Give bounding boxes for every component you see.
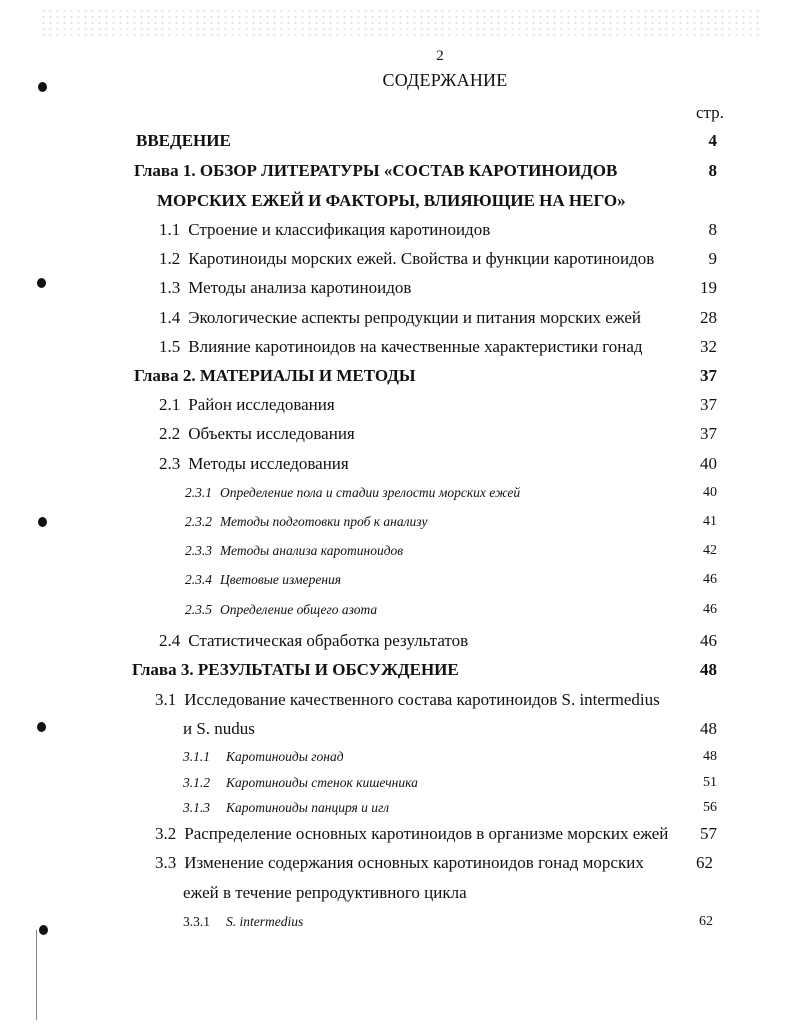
toc-entry-number: 2.3.4 bbox=[185, 572, 212, 587]
toc-entry-number: 3.3.1 bbox=[183, 914, 210, 929]
toc-entry-3-2[interactable] bbox=[0, 821, 791, 847]
toc-entry-text: Строение и классификация каротиноидов bbox=[188, 220, 491, 239]
toc-entry-number: 3.1.3 bbox=[183, 800, 210, 815]
toc-entry-1-5[interactable] bbox=[0, 334, 791, 360]
toc-entry-2-3-5[interactable] bbox=[0, 597, 791, 623]
toc-entry-text: Глава 1. ОБЗОР ЛИТЕРАТУРЫ «СОСТАВ КАРОТИНОИДОВ bbox=[134, 161, 618, 180]
page-number: 2 bbox=[436, 48, 444, 64]
toc-entry-3-1-2[interactable] bbox=[0, 770, 791, 796]
toc-entry-text: Каротиноиды морских ежей. Свойства и функции каротиноидов bbox=[188, 249, 655, 268]
toc-entry-page: 46 bbox=[700, 631, 717, 650]
toc-entry-1-2[interactable] bbox=[0, 246, 791, 272]
toc-entry-page: 41 bbox=[703, 514, 717, 529]
toc-entry-page: 32 bbox=[700, 337, 717, 356]
toc-entry-introduction[interactable] bbox=[0, 128, 791, 154]
toc-entry-number: 1.1 bbox=[159, 220, 181, 239]
toc-entry-2-1[interactable] bbox=[0, 392, 791, 418]
toc-entry-text: Изменение содержания основных каротиноидов гонад морских bbox=[184, 853, 644, 872]
toc-entry-text: ВВЕДЕНИЕ bbox=[136, 131, 231, 150]
toc-entry-2-3[interactable] bbox=[0, 451, 791, 477]
toc-entry-1-4[interactable] bbox=[0, 305, 791, 331]
toc-entry-3-1-3[interactable] bbox=[0, 795, 791, 821]
toc-entry-number: 1.2 bbox=[159, 249, 181, 268]
page-title: СОДЕРЖАНИЕ bbox=[382, 70, 508, 90]
toc-entry-page: 46 bbox=[703, 572, 717, 587]
toc-entry-page: 8 bbox=[708, 161, 717, 180]
toc-entry-text: Каротиноиды гонад bbox=[226, 749, 344, 764]
toc-entry-2-3-3[interactable] bbox=[0, 538, 791, 564]
toc-entry-2-3-1[interactable] bbox=[0, 480, 791, 506]
toc-entry-page: 62 bbox=[696, 853, 713, 872]
toc-entry-2-2[interactable] bbox=[0, 421, 791, 447]
toc-entry-page: 8 bbox=[708, 220, 717, 239]
toc-entry-page: 48 bbox=[700, 660, 717, 679]
toc-entry-page: 4 bbox=[708, 131, 717, 150]
toc-entry-text: Статистическая обработка результатов bbox=[188, 631, 469, 650]
toc-entry-text: Определение общего азота bbox=[220, 602, 378, 617]
toc-entry-number: 3.2 bbox=[155, 824, 177, 843]
toc-entry-number: 2.4 bbox=[159, 631, 181, 650]
toc-entry-text: ежей в течение репродуктивного цикла bbox=[183, 883, 467, 902]
toc-entry-text: и S. nudus bbox=[183, 719, 255, 738]
toc-entry-3-3[interactable] bbox=[0, 850, 791, 876]
toc-entry-page: 40 bbox=[703, 485, 717, 500]
toc-entry-page: 40 bbox=[700, 454, 717, 473]
toc-entry-page: 42 bbox=[703, 543, 717, 558]
toc-entry-page: 37 bbox=[700, 395, 717, 414]
toc-entry-text: Исследование качественного состава каротиноидов S. intermedius bbox=[184, 690, 660, 709]
toc-entry-3-1-1[interactable] bbox=[0, 744, 791, 770]
toc-entry-text: Глава 3. РЕЗУЛЬТАТЫ И ОБСУЖДЕНИЕ bbox=[132, 660, 459, 679]
toc-entry-number: 2.2 bbox=[159, 424, 181, 443]
toc-entry-page: 57 bbox=[700, 824, 717, 843]
toc-entry-text: Цветовые измерения bbox=[220, 572, 342, 587]
toc-entry-2-3-4[interactable] bbox=[0, 567, 791, 593]
toc-entry-number: 3.3 bbox=[155, 853, 177, 872]
toc-entry-page: 48 bbox=[700, 719, 717, 738]
toc-entry-text: МОРСКИХ ЕЖЕЙ И ФАКТОРЫ, ВЛИЯЮЩИЕ НА НЕГО» bbox=[157, 191, 626, 210]
toc-entry-number: 2.3.2 bbox=[185, 514, 212, 529]
toc-entry-text: S. intermedius bbox=[226, 914, 304, 929]
toc-entry-number: 3.1.1 bbox=[183, 749, 210, 764]
toc-entry-page: 48 bbox=[703, 749, 717, 764]
toc-entry-number: 2.3.5 bbox=[185, 602, 212, 617]
toc-entry-number: 1.4 bbox=[159, 308, 181, 327]
toc-entry-chapter-1[interactable] bbox=[0, 158, 791, 184]
toc-entry-3-1[interactable] bbox=[0, 687, 791, 713]
page-column-header: стр. bbox=[696, 103, 724, 122]
toc-entry-2-3-2[interactable] bbox=[0, 509, 791, 535]
toc-entry-text: Определение пола и стадии зрелости морских ежей bbox=[220, 485, 521, 500]
toc-entry-page: 56 bbox=[703, 800, 717, 815]
toc-entry-3-1-continued[interactable] bbox=[0, 716, 791, 742]
toc-entry-number: 2.3.3 bbox=[185, 543, 212, 558]
toc-entry-3-3-1[interactable] bbox=[0, 909, 791, 935]
toc-entry-page: 37 bbox=[700, 424, 717, 443]
toc-entry-page: 46 bbox=[703, 602, 717, 617]
toc-entry-1-3[interactable] bbox=[0, 275, 791, 301]
toc-entry-chapter-3[interactable] bbox=[0, 657, 791, 683]
toc-entry-chapter-1-continued bbox=[0, 188, 791, 214]
toc-entry-2-4[interactable] bbox=[0, 628, 791, 654]
toc-entry-number: 1.3 bbox=[159, 278, 181, 297]
toc-entry-text: Методы анализа каротиноидов bbox=[188, 278, 412, 297]
toc-entry-page: 51 bbox=[703, 775, 717, 790]
toc-entry-text: Глава 2. МАТЕРИАЛЫ И МЕТОДЫ bbox=[134, 366, 416, 385]
toc-entry-text: Каротиноиды стенок кишечника bbox=[226, 775, 418, 790]
toc-entry-page: 9 bbox=[708, 249, 717, 268]
scan-edge-line bbox=[36, 930, 37, 1020]
toc-entry-number: 2.3.1 bbox=[185, 485, 212, 500]
toc-entry-1-1[interactable] bbox=[0, 217, 791, 243]
toc-entry-number: 2.3 bbox=[159, 454, 181, 473]
toc-entry-page: 62 bbox=[699, 914, 713, 929]
toc-entry-page: 37 bbox=[700, 366, 717, 385]
toc-entry-page: 19 bbox=[700, 278, 717, 297]
toc-entry-number: 3.1.2 bbox=[183, 775, 210, 790]
toc-entry-text: Методы подготовки проб к анализу bbox=[220, 514, 428, 529]
toc-entry-text: Экологические аспекты репродукции и питания морских ежей bbox=[188, 308, 641, 327]
toc-entry-number: 1.5 bbox=[159, 337, 181, 356]
toc-entry-text: Район исследования bbox=[188, 395, 335, 414]
toc-entry-text: Методы исследования bbox=[188, 454, 349, 473]
toc-entry-number: 3.1 bbox=[155, 690, 177, 709]
toc-entry-text: Распределение основных каротиноидов в организме морских ежей bbox=[184, 824, 669, 843]
toc-entry-text: Объекты исследования bbox=[188, 424, 355, 443]
toc-entry-text: Влияние каротиноидов на качественные характеристики гонад bbox=[188, 337, 643, 356]
toc-entry-page: 28 bbox=[700, 308, 717, 327]
toc-entry-chapter-2[interactable] bbox=[0, 363, 791, 389]
toc-entry-3-3-continued bbox=[0, 880, 791, 906]
toc-entry-number: 2.1 bbox=[159, 395, 181, 414]
scan-noise bbox=[40, 8, 760, 38]
toc-entry-text: Каротиноиды панциря и игл bbox=[226, 800, 390, 815]
toc-entry-text: Методы анализа каротиноидов bbox=[220, 543, 404, 558]
